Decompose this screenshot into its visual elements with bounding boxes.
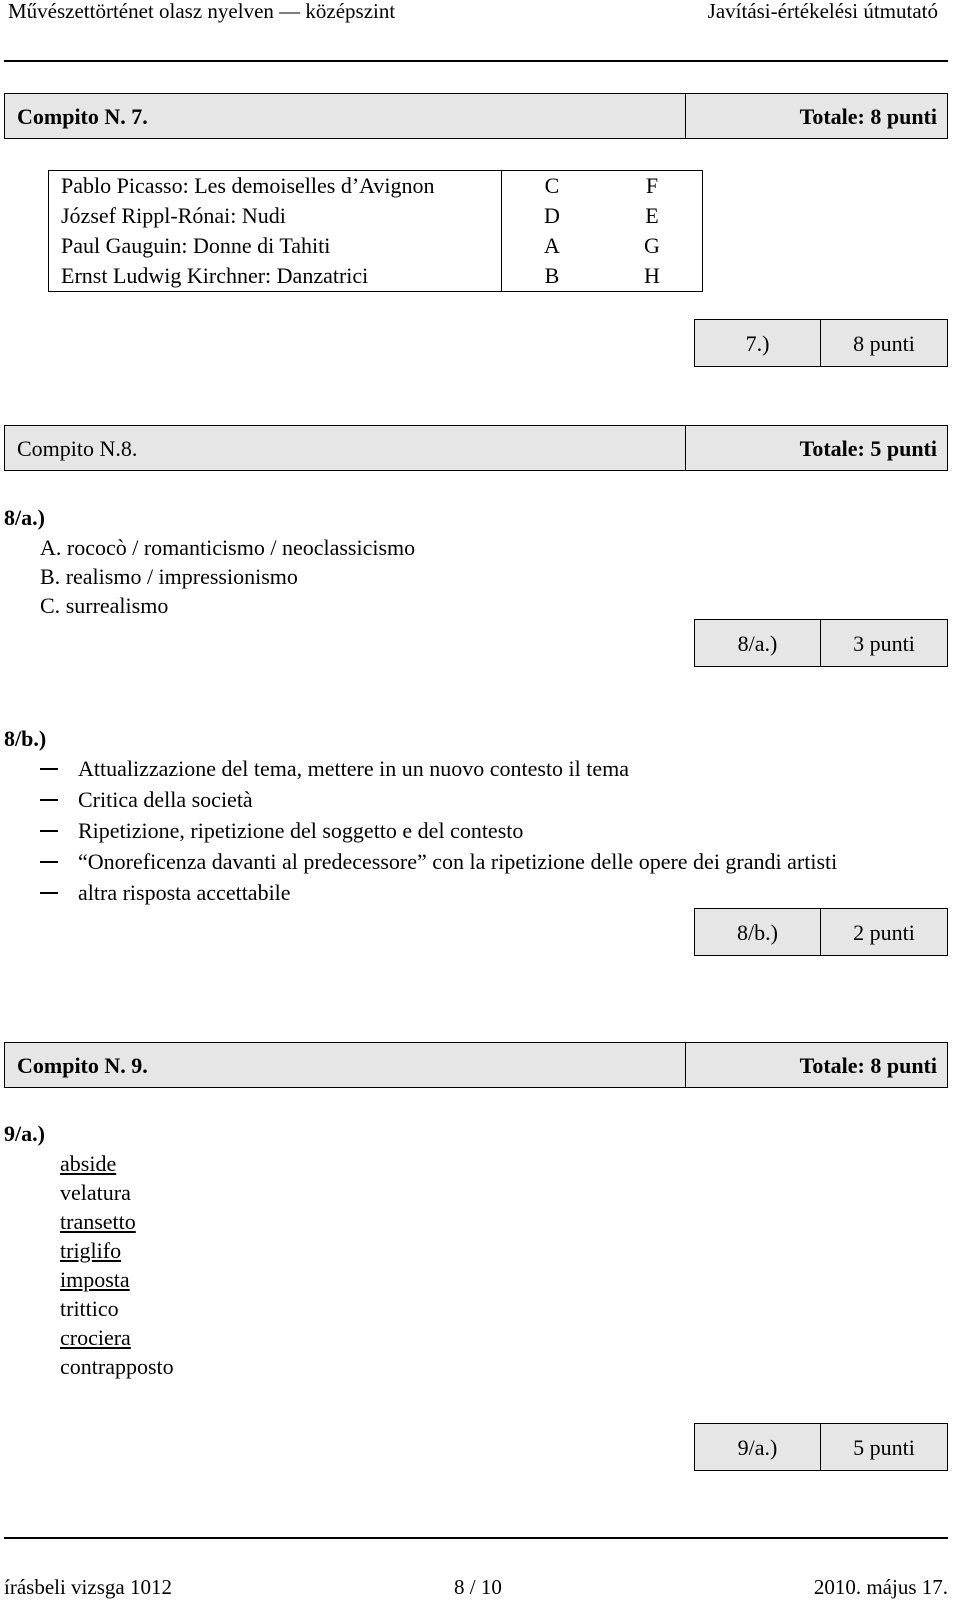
score-value: 3 punti — [853, 631, 915, 656]
task9-title: Compito N. 9. — [17, 1053, 148, 1078]
answer-a-cell: A — [544, 233, 560, 258]
task7-header-bar — [4, 93, 948, 139]
header-rule — [4, 60, 948, 62]
task7-header-divider — [685, 94, 686, 138]
answer-b-cell: F — [645, 173, 659, 198]
dash-bullet — [40, 892, 58, 894]
task7-matching-table — [48, 170, 703, 292]
task8b-item: Attualizzazione del tema, mettere in un nuovo contesto il tema — [78, 756, 630, 781]
task8b-item: “Onoreficenza davanti al predecessore” con la ripetizione delle opere dei grandi artisti — [78, 849, 838, 874]
answer-a-cell: B — [544, 263, 560, 288]
dash-bullet — [40, 861, 58, 863]
dash-bullet — [40, 799, 58, 801]
term-word-underlined: transetto — [60, 1209, 136, 1234]
work-cell: Ernst Ludwig Kirchner: Danzatrici — [49, 261, 502, 292]
task9-header-divider — [685, 1043, 686, 1087]
score-label: 9/a.) — [737, 1435, 778, 1460]
header-right-text: Javítási-értékelési útmutató — [707, 0, 938, 23]
page-number: 8 / 10 — [454, 1575, 502, 1599]
answer-b-cell: E — [645, 203, 659, 228]
score-value: 5 punti — [853, 1435, 915, 1460]
score-label: 7.) — [745, 331, 770, 356]
task9-total: Totale: 8 punti — [799, 1053, 937, 1078]
answer-a-cell: C — [544, 173, 560, 198]
work-cell: Paul Gauguin: Donne di Tahiti — [49, 231, 502, 261]
task9-header-bar — [4, 1042, 948, 1088]
task7-score-box — [694, 319, 948, 367]
term-word: contrapposto — [60, 1354, 174, 1379]
task8-header-bar — [4, 425, 948, 471]
task8b-item: Critica della società — [78, 787, 253, 812]
term-word: trittico — [60, 1296, 119, 1321]
work-cell: Pablo Picasso: Les demoiselles d’Avignon — [49, 171, 502, 202]
item-text: rococò / romanticismo / neoclassicismo — [66, 535, 416, 560]
task8b-label: 8/b.) — [4, 726, 47, 751]
task8a-item-c — [40, 593, 168, 619]
task8-title: Compito N.8. — [17, 436, 138, 461]
score-label: 8/a.) — [737, 631, 778, 656]
footer-date: 2010. május 17. — [813, 1575, 948, 1599]
task8b-item: Ripetizione, ripetizione del soggetto e del contesto — [78, 818, 524, 843]
item-letter: A. — [40, 535, 62, 560]
term-word-underlined: crociera — [60, 1325, 131, 1350]
task9a-label: 9/a.) — [4, 1121, 45, 1146]
item-text: realismo / impressionismo — [65, 564, 298, 589]
task8a-item-b — [40, 564, 298, 590]
task8a-score-box — [694, 619, 948, 667]
task8-header-divider — [685, 426, 686, 470]
score-label: 8/b.) — [737, 920, 778, 945]
footer-rule — [4, 1537, 948, 1539]
task8a-label: 8/a.) — [4, 505, 45, 530]
table-row — [49, 261, 703, 292]
task8-total: Totale: 5 punti — [799, 436, 937, 461]
table-row — [49, 231, 703, 261]
score-value: 2 punti — [853, 920, 915, 945]
task8b-item: altra risposta accettabile — [78, 880, 291, 905]
footer-left-text: írásbeli vizsga 1012 — [4, 1575, 172, 1599]
work-cell: József Rippl-Rónai: Nudi — [49, 201, 502, 231]
header-left-text: Művészettörténet olasz nyelven — középszint — [8, 0, 396, 23]
table-row — [49, 171, 703, 202]
answer-b-cell: H — [644, 263, 660, 288]
answer-a-cell: D — [544, 203, 560, 228]
table-row — [49, 201, 703, 231]
task7-title: Compito N. 7. — [17, 104, 148, 129]
term-word: velatura — [60, 1180, 131, 1205]
term-word-underlined: imposta — [60, 1267, 130, 1292]
term-word-underlined: abside — [60, 1151, 117, 1176]
item-letter: C. — [40, 593, 61, 618]
answer-b-cell: G — [644, 233, 660, 258]
item-letter: B. — [40, 564, 61, 589]
dash-bullet — [40, 830, 58, 832]
dash-bullet — [40, 768, 58, 770]
task9-score-box — [694, 1423, 948, 1471]
task7-total: Totale: 8 punti — [799, 104, 937, 129]
score-value: 8 punti — [853, 331, 915, 356]
task8a-item-a — [40, 535, 415, 561]
item-text: surrealismo — [65, 593, 169, 618]
task8b-score-box — [694, 908, 948, 956]
term-word-underlined: triglifo — [60, 1238, 122, 1263]
